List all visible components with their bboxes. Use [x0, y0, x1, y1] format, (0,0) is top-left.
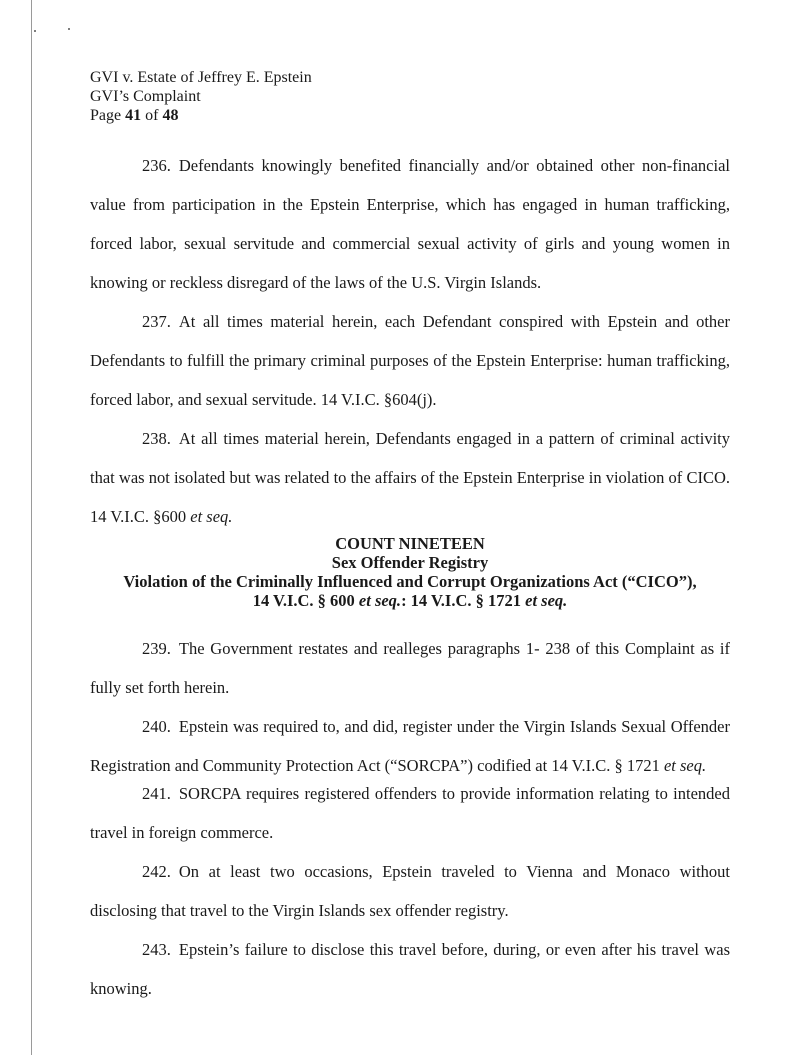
count-subject: Sex Offender Registry: [331, 553, 489, 572]
count-statutes: 14 V.I.C. § 600 et seq.: 14 V.I.C. § 1721 et seq.: [252, 591, 568, 610]
case-title: GVI v. Estate of Jeffrey E. Epstein: [90, 69, 312, 86]
paragraph-242: 242. On at least two occasions, Epstein traveled to Vienna and Monaco without disclosing that travel to the Virgin Islands sex offender registry.: [90, 862, 730, 920]
paragraph-237: 237. At all times material herein, each Defendant conspired with Epstein and other Defendants to fulfill the primary criminal purposes of the Epstein Enterprise: human trafficking, forced labor, and sexual servitude. 14 V.I.C. §604(j).: [90, 312, 730, 409]
paragraph-239: 239. The Government restates and realleges paragraphs 1- 238 of this Complaint as if fully set forth herein.: [90, 639, 730, 697]
scan-speck: [34, 30, 36, 32]
count-number: COUNT NINETEEN: [335, 534, 485, 553]
scan-speck: [68, 28, 70, 30]
count-heading: [90, 534, 730, 610]
doc-title: GVI’s Complaint: [90, 88, 201, 105]
paragraph-243: 243. Epstein’s failure to disclose this travel before, during, or even after his travel was knowing.: [90, 940, 730, 998]
scan-edge: [31, 0, 32, 1055]
paragraph-240: 240. Epstein was required to, and did, register under the Virgin Islands Sexual Offender Registration and Community Protection Act (“SORCPA”) codified at 14 V.I.C. § 1721 et seq.: [90, 717, 730, 775]
count-violation: Violation of the Criminally Influenced and Corrupt Organizations Act (“CICO”),: [123, 572, 697, 591]
page-number: Page 41 of 48: [90, 107, 179, 124]
paragraph-238: 238. At all times material herein, Defendants engaged in a pattern of criminal activity that was not isolated but was related to the affairs of the Epstein Enterprise in violation of CICO. 14 V.I.C. §600 et seq.: [90, 429, 730, 526]
paragraph-241: 241. SORCPA requires registered offenders to provide information relating to intended travel in foreign commerce.: [90, 784, 730, 842]
page-header: [90, 68, 312, 125]
paragraph-236: 236. Defendants knowingly benefited financially and/or obtained other non-financial value from participation in the Epstein Enterprise, which has engaged in human trafficking, forced labor, sexual servitude and commercial sexual activity of girls and young women in knowing or reckless disregard of the laws of the U.S. Virgin Islands.: [90, 156, 730, 292]
